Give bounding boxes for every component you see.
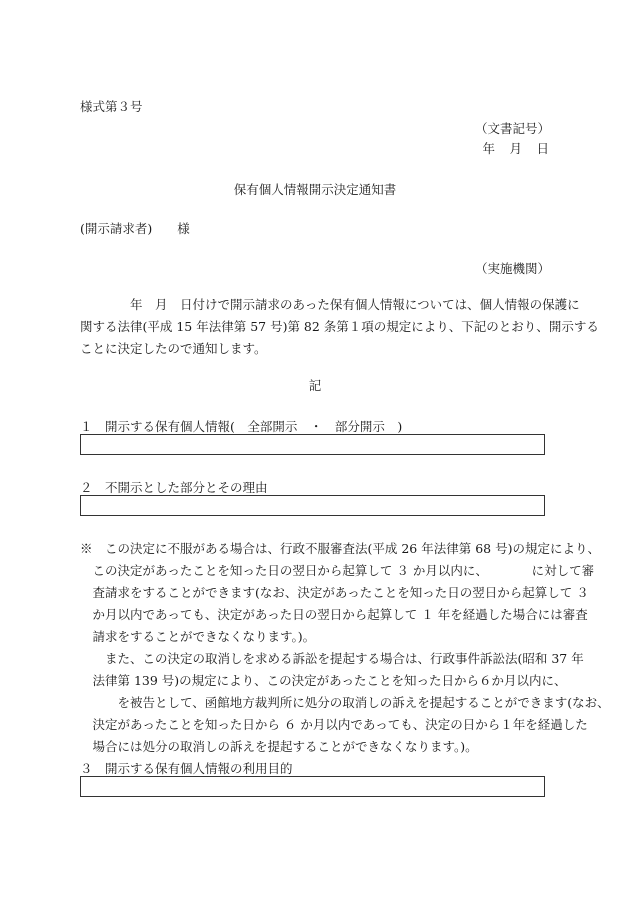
document-title: 保有個人情報開示決定通知書 — [233, 182, 397, 197]
body-paragraph — [80, 294, 599, 360]
ki-heading: 記 — [308, 378, 322, 393]
section-1-field[interactable] — [80, 434, 545, 455]
section-3-field[interactable] — [80, 776, 545, 797]
notice-line: 法律第 139 号)の規定により、この決定があったことを知った日から６か月以内に、 — [80, 673, 567, 688]
addressee: (開示請求者) 様 — [80, 221, 190, 236]
section-1-label: １ 開示する保有個人情報( 全部開示 ・ 部分開示 ) — [80, 419, 403, 434]
body-line: ことに決定したので通知します。 — [80, 341, 267, 356]
notice-line: また、この決定の取消しを求める訴訟を提起する場合は、行政事件訴訟法(昭和 37 年 — [80, 651, 584, 666]
section-2-field[interactable] — [80, 495, 545, 516]
section-3-label: ３ 開示する保有個人情報の利用目的 — [80, 761, 293, 776]
section-2-label: ２ 不開示とした部分とその理由 — [80, 480, 268, 495]
notice-line: を被告として、函館地方裁判所に処分の取消しの訴えを提起することができます(なお、 — [80, 695, 610, 710]
notice-line: この決定があったことを知った日の翌日から起算して ３ か月以内に、 に対して審 — [80, 563, 595, 578]
body-line: 年 月 日付けで開示請求のあった保有個人情報については、個人情報の保護に — [80, 297, 580, 312]
notice-line: 決定があったことを知った日から ６ か月以内であっても、決定の日から１年を経過した — [80, 717, 588, 732]
form-number: 様式第３号 — [80, 99, 143, 114]
issue-date: 年 月 日 — [482, 141, 550, 156]
document-symbol: （文書記号） — [474, 121, 550, 136]
notice-line: 請求をすることができなくなります。)。 — [80, 629, 316, 644]
body-line: 関する法律(平成 15 年法律第 57 号)第 82 条第１項の規定により、下記のとおり、開示する — [80, 319, 599, 334]
notice-line: ※ この決定に不服がある場合は、行政不服審査法(平成 26 年法律第 68 号)の規定により、 — [80, 541, 600, 556]
notice-line: 場合には処分の取消しの訴えを提起することができなくなります。)。 — [80, 739, 478, 754]
appeal-notice — [80, 538, 610, 758]
notice-line: 査請求をすることができます(なお、決定があったことを知った日の翌日から起算して ３ — [80, 585, 589, 600]
issuing-agency: （実施機関） — [474, 261, 550, 276]
notice-line: か月以内であっても、決定があった日の翌日から起算して １ 年を経過した場合には審査 — [80, 607, 588, 622]
